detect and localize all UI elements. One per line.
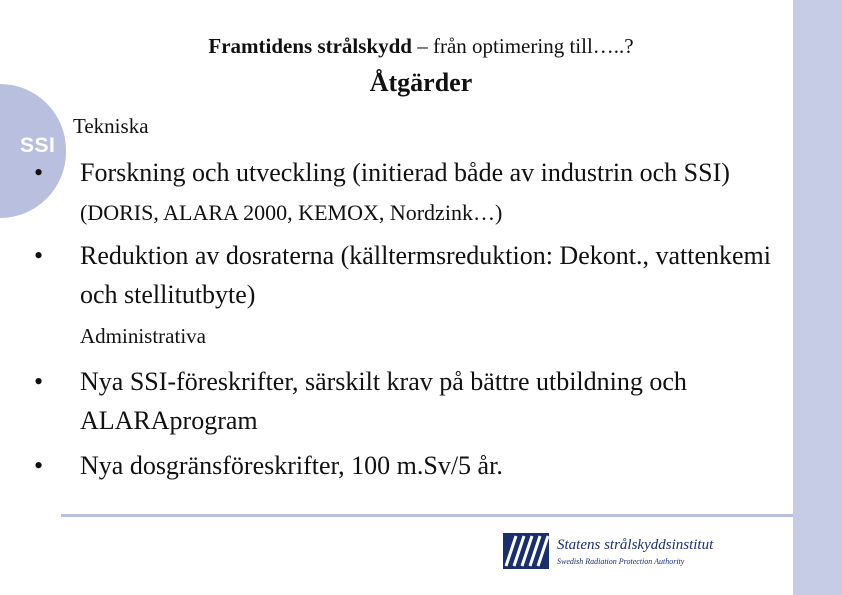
bullet-text — [80, 153, 789, 232]
footer-org-name-en: Swedish Radiation Protection Authority — [557, 557, 685, 566]
bullet-text-small: (DORIS, ALARA 2000, KEMOX, Nordzink…) — [80, 200, 503, 225]
bullet-text: Nya SSI-föreskrifter, särskilt krav på bättre utbildning och ALARAprogram — [80, 367, 687, 435]
slide-title — [0, 34, 842, 59]
bullet-icon: • — [34, 241, 44, 270]
bullet-text: Reduktion av dosraterna (källtermsreduktion: Dekont., vattenkemi och stellitutbyte) — [80, 241, 771, 309]
bullet-icon: • — [34, 451, 44, 480]
bottom-divider — [61, 514, 793, 517]
footer-logo — [503, 533, 723, 575]
section-heading-administrativa: Administrativa — [80, 324, 206, 348]
section-heading-tekniska: Tekniska — [73, 114, 149, 138]
slide-title-rest: – från optimering till…..? — [411, 34, 634, 58]
slide-title-bold: Framtidens strålskydd — [208, 34, 412, 58]
bullet-text-main: Forskning och utveckling (initierad både av industrin och SSI) — [80, 158, 730, 187]
bullet-text: Nya dosgränsföreskrifter, 100 m.Sv/5 år. — [80, 451, 503, 480]
ssi-badge-label: SSI — [20, 134, 56, 157]
footer-org-name: Statens strålskyddsinstitut — [557, 537, 714, 553]
ssi-logo-icon — [503, 533, 549, 569]
bullet-icon: • — [34, 367, 44, 396]
bullet-icon: • — [34, 158, 44, 187]
slide-subtitle: Åtgärder — [369, 68, 473, 97]
